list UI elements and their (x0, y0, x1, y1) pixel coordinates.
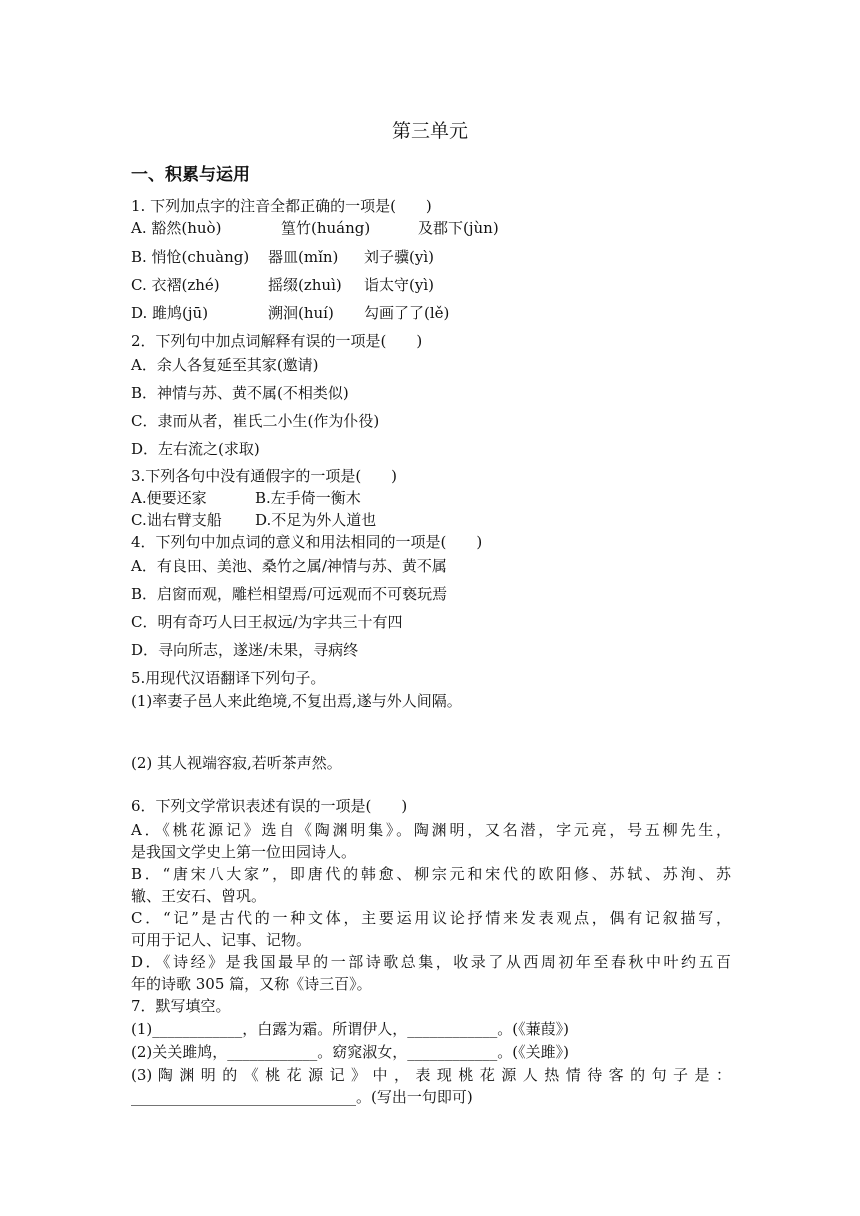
q6-option-d-line-1: D．《诗经》是我国最早的一部诗歌总集，收录了从西周初年至春秋中叶约五百 (131, 953, 731, 971)
q1-option-c (131, 275, 434, 295)
q1-a-item-1: A. 豁然(huò) (131, 219, 222, 237)
q7-line-3a: (3) 陶 渊 明 的 《 桃 花 源 记 》 中 ， 表 现 桃 花 源 人 热 情 待 客 的 句 子 是 ： (131, 1066, 731, 1084)
q1-option-b (131, 247, 434, 267)
q5-stem: 5.用现代汉语翻译下列句子。 (131, 669, 326, 687)
q6-option-a-line-2: 是我国文学史上第一位田园诗人。 (131, 843, 357, 861)
q1-option-d (131, 303, 449, 323)
q2-option-a: A．余人各复延至其家(邀请) (131, 356, 319, 374)
q3-option-c: C.诎右臂支船 (131, 511, 222, 529)
q1-option-a (131, 218, 499, 238)
q6-option-c-line-2: 可用于记人、记事、记物。 (131, 931, 312, 949)
q1-a-item-3: 及郡下(jùn) (418, 219, 499, 237)
q1-d-item-1: D. 雎鸠(jū) (131, 304, 209, 322)
q4-option-a: A．有良田、美池、桑竹之属/神情与苏、黄不属 (131, 557, 447, 575)
q7-line-1: (1)____________，白露为霜。所谓伊人，____________。(《蒹葭》) (131, 1020, 569, 1038)
q5-sentence-2: (2) 其人视端容寂,若听茶声然。 (131, 754, 342, 772)
q1-b-item-3: 刘子骥(yì) (364, 248, 434, 266)
q3-stem: 3.下列各句中没有通假字的一项是( ) (131, 467, 398, 485)
q2-stem: 2．下列句中加点词解释有误的一项是( ) (131, 332, 423, 350)
section-heading: 一、积累与运用 (131, 165, 250, 185)
q3-row-1 (131, 488, 361, 508)
q3-option-a: A.便要还家 (131, 489, 207, 507)
q5-sentence-1: (1)率妻子邑人来此绝境,不复出焉,遂与外人间隔。 (131, 692, 462, 710)
q6-option-d-line-2: 年的诗歌 305 篇，又称《诗三百》。 (131, 975, 372, 993)
q4-stem: 4．下列句中加点词的意义和用法相同的一项是( ) (131, 533, 483, 551)
q3-row-2 (131, 510, 376, 530)
q7-line-2: (2)关关雎鸠，____________。窈窕淑女，____________。(《关雎》) (131, 1043, 569, 1061)
q4-option-d: D．寻向所志，遂迷/未果，寻病终 (131, 641, 359, 659)
q3-option-d: D.不足为外人道也 (255, 511, 377, 529)
q6-option-c-line-1: C．“记”是古代的一种文体，主要运用议论抒情来发表观点，偶有记叙描写， (131, 909, 731, 927)
q1-c-item-3: 诣太守(yì) (364, 276, 434, 294)
q2-option-d: D．左右流之(求取) (131, 440, 260, 458)
q6-option-b-line-1: B．“唐宋八大家”，即唐代的韩愈、柳宗元和宋代的欧阳修、苏轼、苏洵、苏 (131, 865, 731, 883)
q6-option-b-line-2: 辙、王安石、曾巩。 (131, 887, 267, 905)
q2-option-c: C．隶而从者，崔氏二小生(作为仆役) (131, 412, 380, 430)
q1-a-item-2: 篁竹(huáng) (281, 219, 371, 237)
q1-d-item-2: 溯洄(huí) (268, 304, 334, 322)
q4-option-b: B．启窗而观，雕栏相望焉/可远观而不可亵玩焉 (131, 585, 448, 603)
q7-stem: 7．默写填空。 (131, 997, 231, 1015)
page-title: 第三单元 (391, 120, 468, 142)
q1-c-item-1: C. 衣褶(zhé) (131, 276, 220, 294)
q7-line-3b: ______________________________。(写出一句即可) (131, 1088, 473, 1106)
q3-option-b: B.左手倚一衡木 (255, 489, 361, 507)
q1-b-item-1: B. 悄怆(chuàng) (131, 248, 250, 266)
q6-option-a-line-1: A．《桃花源记》选自《陶渊明集》。陶渊明，又名潜，字元亮，号五柳先生， (131, 821, 731, 839)
q1-b-item-2: 器皿(mǐn) (268, 248, 339, 266)
q1-c-item-2: 摇缀(zhuì) (268, 276, 342, 294)
q2-option-b: B．神情与苏、黄不属(不相类似) (131, 384, 349, 402)
q1-stem: 1. 下列加点字的注音全都正确的一项是( ) (131, 197, 432, 215)
q6-stem: 6．下列文学常识表述有误的一项是( ) (131, 797, 408, 815)
q1-d-item-3: 勾画了了(lě) (364, 304, 450, 322)
q4-option-c: C．明有奇巧人曰王叔远/为字共三十有四 (131, 613, 403, 631)
